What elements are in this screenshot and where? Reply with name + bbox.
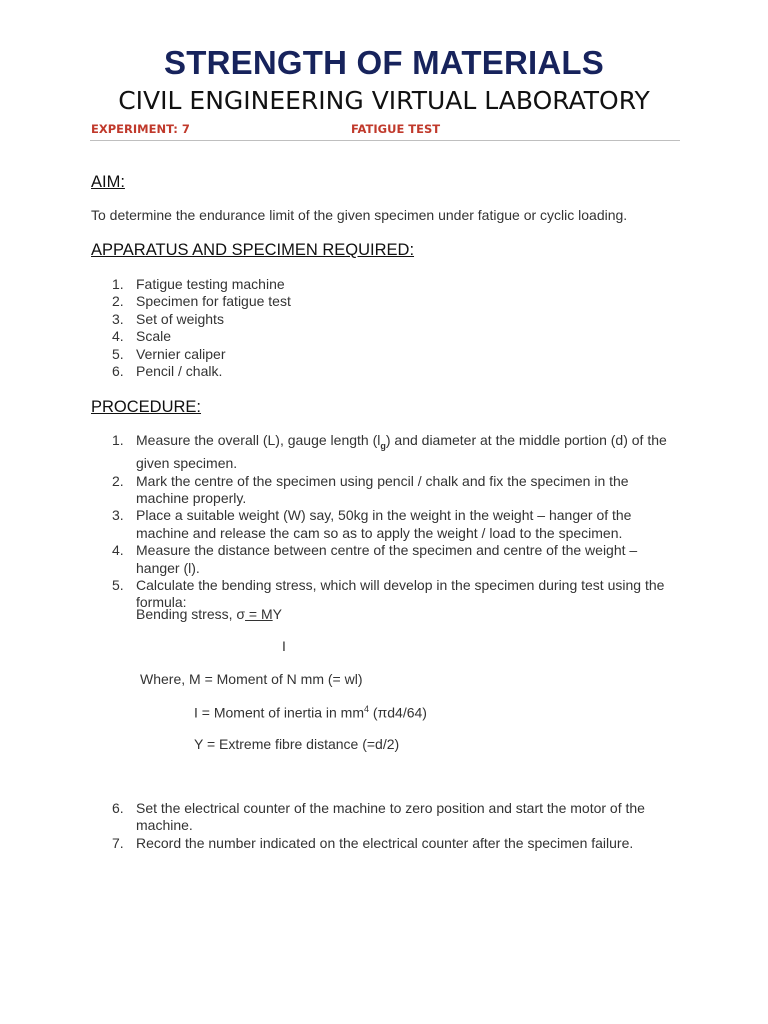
- list-item: 1. Fatigue testing machine: [112, 276, 285, 292]
- procedure-step-1: 1. Measure the overall (L), gauge length $(l_g)$ and diameter at the middle portion (d) of the given specimen.: [112, 432, 667, 472]
- procedure-step-2: 2. Mark the centre of the specimen using pencil / chalk and fix the specimen in the machine properly.: [112, 472, 629, 507]
- formula-inertia-line: I = Moment of inertia in $mm^4$ (πd4/64): [194, 704, 427, 721]
- list-item: 2. Specimen for fatigue test: [112, 293, 291, 310]
- procedure-list: [91, 432, 681, 612]
- procedure-step-7: 7. Record the number indicated on the electrical counter after the specimen failure.: [112, 834, 634, 851]
- procedure-step-3: 3. Place a suitable weight (W) say, 50kg in the weight in the weight – hanger of the machine and release the cam so as to apply the weight / load to the specimen.: [112, 507, 632, 541]
- header-divider: [90, 140, 680, 141]
- experiment-label: EXPERIMENT: 7: [91, 122, 190, 136]
- apparatus-list: [91, 276, 291, 380]
- list-item: 5. Vernier caliper: [112, 345, 226, 362]
- formula-where-line: Where, M = Moment of N mm (= wl): [140, 671, 363, 687]
- formula-denominator: I: [282, 638, 286, 654]
- list-item: 3. Set of weights: [112, 310, 224, 327]
- apparatus-heading: APPARATUS AND SPECIMEN REQUIRED:: [91, 241, 415, 259]
- procedure-step-5: 5. Calculate the bending stress, which will develop in the specimen during test using the formula:: [112, 577, 665, 611]
- procedure-step-4: 4. Measure the distance between centre of the specimen and centre of the weight – hanger (l).: [112, 542, 638, 576]
- bending-stress-formula: Bending stress, σ = MY: [136, 606, 282, 622]
- procedure-list-continued: [91, 800, 681, 852]
- aim-heading: AIM:: [91, 173, 125, 191]
- procedure-heading: PROCEDURE:: [91, 398, 202, 416]
- list-item: 6. Pencil / chalk.: [112, 362, 223, 379]
- procedure-step-6: 6. Set the electrical counter of the machine to zero position and start the motor of the machine.: [112, 800, 645, 834]
- document-title: STRENGTH OF MATERIALS: [164, 44, 604, 81]
- list-item: 4. Scale: [112, 328, 172, 345]
- aim-text: To determine the endurance limit of the given specimen under fatigue or cyclic loading.: [91, 207, 628, 223]
- formula-y-line: Y = Extreme fibre distance (=d/2): [194, 736, 400, 752]
- document-subtitle: CIVIL ENGINEERING VIRTUAL LABORATORY: [118, 86, 650, 115]
- experiment-title: FATIGUE TEST: [351, 122, 441, 136]
